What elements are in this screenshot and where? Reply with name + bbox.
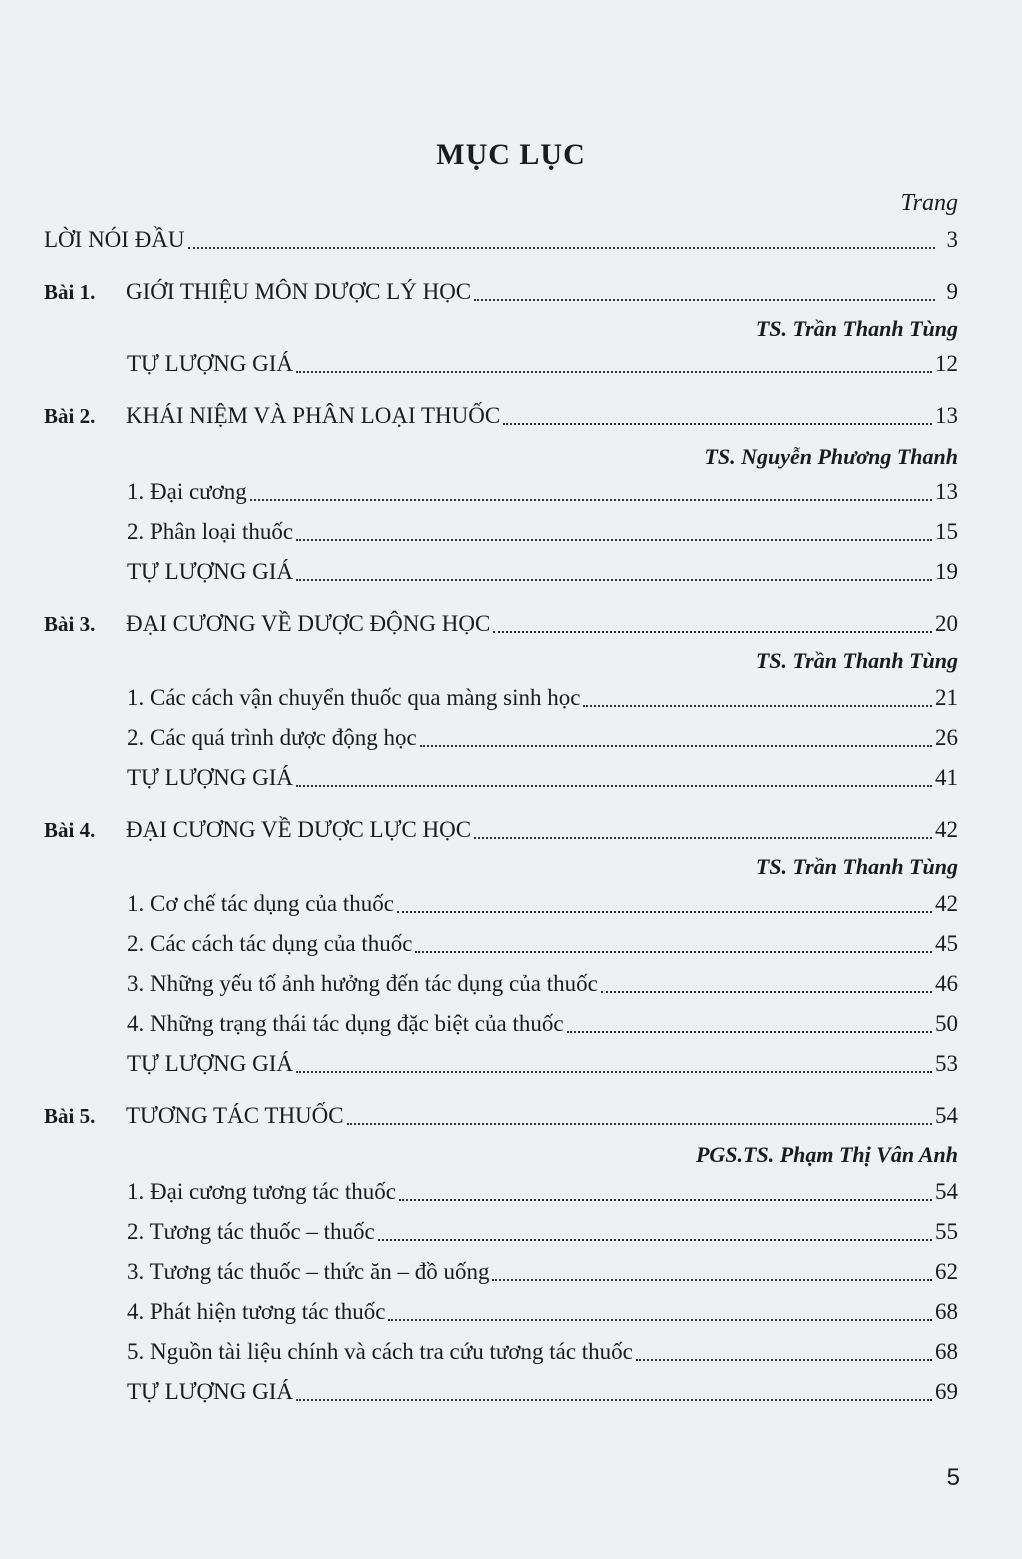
chapter-number: Bài 3.	[44, 612, 96, 636]
toc-author: TS. Trần Thanh Tùng	[755, 316, 958, 341]
toc-page-number: 68	[935, 1299, 958, 1324]
toc-entry-label: 3. Những yếu tố ảnh hưởng đến tác dụng của thuốc	[127, 971, 598, 996]
dot-leader	[397, 911, 932, 913]
dot-leader	[296, 579, 932, 581]
toc-page-number: 20	[935, 611, 958, 636]
toc-page-number: 50	[935, 1011, 958, 1036]
dot-leader	[567, 1031, 932, 1033]
toc-entry-label: 1. Các cách vận chuyển thuốc qua màng sinh học	[127, 685, 581, 710]
toc-entry-row[interactable]	[127, 1256, 958, 1288]
toc-entry-label: KHÁI NIỆM VÀ PHÂN LOẠI THUỐC	[126, 403, 501, 428]
dot-leader	[474, 299, 935, 301]
toc-page-number: 21	[935, 685, 958, 710]
toc-chapter-row[interactable]	[44, 608, 958, 640]
toc-entry-row[interactable]	[127, 1296, 958, 1328]
toc-entry-row[interactable]	[127, 348, 958, 380]
toc-author: TS. Trần Thanh Tùng	[755, 648, 958, 673]
dot-leader	[188, 247, 935, 249]
toc-entry-row[interactable]	[127, 1376, 958, 1408]
dot-leader	[474, 837, 932, 839]
toc-entry-label: TỰ LƯỢNG GIÁ	[127, 765, 293, 790]
toc-entry-label: 5. Nguồn tài liệu chính và cách tra cứu tương tác thuốc	[127, 1339, 633, 1364]
toc-page-number: 53	[935, 1051, 958, 1076]
dot-leader	[378, 1239, 932, 1241]
toc-page-number: 15	[935, 519, 958, 544]
dot-leader	[493, 631, 932, 633]
toc-entry-row[interactable]	[127, 1008, 958, 1040]
toc-page-number: 3	[946, 227, 958, 252]
toc-entry-label: 4. Phát hiện tương tác thuốc	[127, 1299, 386, 1324]
toc-entry-row[interactable]	[44, 224, 958, 256]
dot-leader	[296, 785, 932, 787]
toc-entry-label: 1. Đại cương tương tác thuốc	[127, 1179, 396, 1204]
toc-page-number: 41	[935, 765, 958, 790]
toc-entry-row[interactable]	[127, 1216, 958, 1248]
page-title: MỤC LỤC	[436, 138, 586, 171]
page-column-label: Trang	[900, 190, 958, 216]
toc-entry-row[interactable]	[127, 476, 958, 508]
dot-leader	[415, 951, 932, 953]
toc-entry-label: TỰ LƯỢNG GIÁ	[127, 351, 293, 376]
toc-entry-label: TƯƠNG TÁC THUỐC	[126, 1103, 344, 1128]
toc-entry-label: 3. Tương tác thuốc – thức ăn – đồ uống	[127, 1259, 490, 1284]
toc-entry-row[interactable]	[127, 1048, 958, 1080]
toc-entry-label: TỰ LƯỢNG GIÁ	[127, 559, 293, 584]
toc-entry-label: 4. Những trạng thái tác dụng đặc biệt của thuốc	[127, 1011, 564, 1036]
toc-entry-row[interactable]	[127, 556, 958, 588]
chapter-number: Bài 2.	[44, 404, 96, 428]
toc-page-number: 62	[935, 1259, 958, 1284]
toc-page-number: 69	[935, 1379, 958, 1404]
toc-chapter-row[interactable]	[44, 814, 958, 846]
dot-leader	[399, 1199, 932, 1201]
dot-leader	[601, 991, 932, 993]
toc-entry-row[interactable]	[127, 682, 958, 714]
dot-leader	[296, 1071, 932, 1073]
toc-entry-row[interactable]	[127, 968, 958, 1000]
toc-entry-row[interactable]	[127, 516, 958, 548]
dot-leader	[583, 705, 932, 707]
toc-page-number: 42	[935, 817, 958, 842]
toc-entry-label: 1. Cơ chế tác dụng của thuốc	[127, 891, 394, 916]
toc-page-number: 54	[935, 1103, 958, 1128]
toc-entry-label: 1. Đại cương	[127, 479, 247, 504]
page-number: 5	[946, 1464, 960, 1491]
dot-leader	[492, 1279, 932, 1281]
toc-entry-label: ĐẠI CƯƠNG VỀ DƯỢC LỰC HỌC	[126, 817, 472, 842]
dot-leader	[388, 1319, 932, 1321]
dot-leader	[250, 499, 932, 501]
toc-page-number: 54	[935, 1179, 958, 1204]
toc-page-number: 13	[935, 479, 958, 504]
toc-entry-row[interactable]	[127, 722, 958, 754]
dot-leader	[420, 745, 932, 747]
dot-leader	[296, 371, 932, 373]
toc-page-number: 42	[935, 891, 958, 916]
toc-page-number: 46	[935, 971, 958, 996]
toc-entry-row[interactable]	[127, 1176, 958, 1208]
toc-author: PGS.TS. Phạm Thị Vân Anh	[695, 1142, 958, 1167]
toc-entry-row[interactable]	[127, 928, 958, 960]
toc-page-number: 45	[935, 931, 958, 956]
toc-entry-label: 2. Các quá trình dược động học	[127, 725, 417, 750]
toc-page-number: 9	[946, 279, 958, 304]
toc-chapter-row[interactable]	[44, 276, 958, 308]
toc-page-number: 19	[935, 559, 958, 584]
dot-leader	[503, 423, 932, 425]
toc-entry-label: 2. Phân loại thuốc	[127, 519, 294, 544]
toc-entry-row[interactable]	[127, 1336, 958, 1368]
dot-leader	[296, 539, 932, 541]
toc-entry-label: GIỚI THIỆU MÔN DƯỢC LÝ HỌC	[126, 279, 472, 304]
toc-chapter-row[interactable]	[44, 400, 958, 432]
toc-author: TS. Trần Thanh Tùng	[755, 854, 958, 879]
toc-page-number: 26	[935, 725, 958, 750]
toc-chapter-row[interactable]	[44, 1100, 958, 1132]
toc-page-number: 13	[935, 403, 958, 428]
dot-leader	[636, 1359, 932, 1361]
toc-entry-row[interactable]	[127, 888, 958, 920]
toc-entry-label: 2. Tương tác thuốc – thuốc	[127, 1219, 375, 1244]
toc-page-number: 55	[935, 1219, 958, 1244]
toc-entry-label: 2. Các cách tác dụng của thuốc	[127, 931, 413, 956]
toc-entry-label: LỜI NÓI ĐẦU	[44, 227, 185, 252]
dot-leader	[347, 1123, 932, 1125]
toc-author: TS. Nguyễn Phương Thanh	[704, 444, 958, 469]
toc-entry-label: TỰ LƯỢNG GIÁ	[127, 1051, 293, 1076]
toc-entry-row[interactable]	[127, 762, 958, 794]
toc-entry-label: TỰ LƯỢNG GIÁ	[127, 1379, 293, 1404]
chapter-number: Bài 5.	[44, 1104, 96, 1128]
dot-leader	[296, 1399, 932, 1401]
chapter-number: Bài 1.	[44, 280, 96, 304]
toc-entry-label: ĐẠI CƯƠNG VỀ DƯỢC ĐỘNG HỌC	[126, 611, 491, 636]
chapter-number: Bài 4.	[44, 818, 96, 842]
toc-page-number: 68	[935, 1339, 958, 1364]
toc-page-number: 12	[935, 351, 958, 376]
